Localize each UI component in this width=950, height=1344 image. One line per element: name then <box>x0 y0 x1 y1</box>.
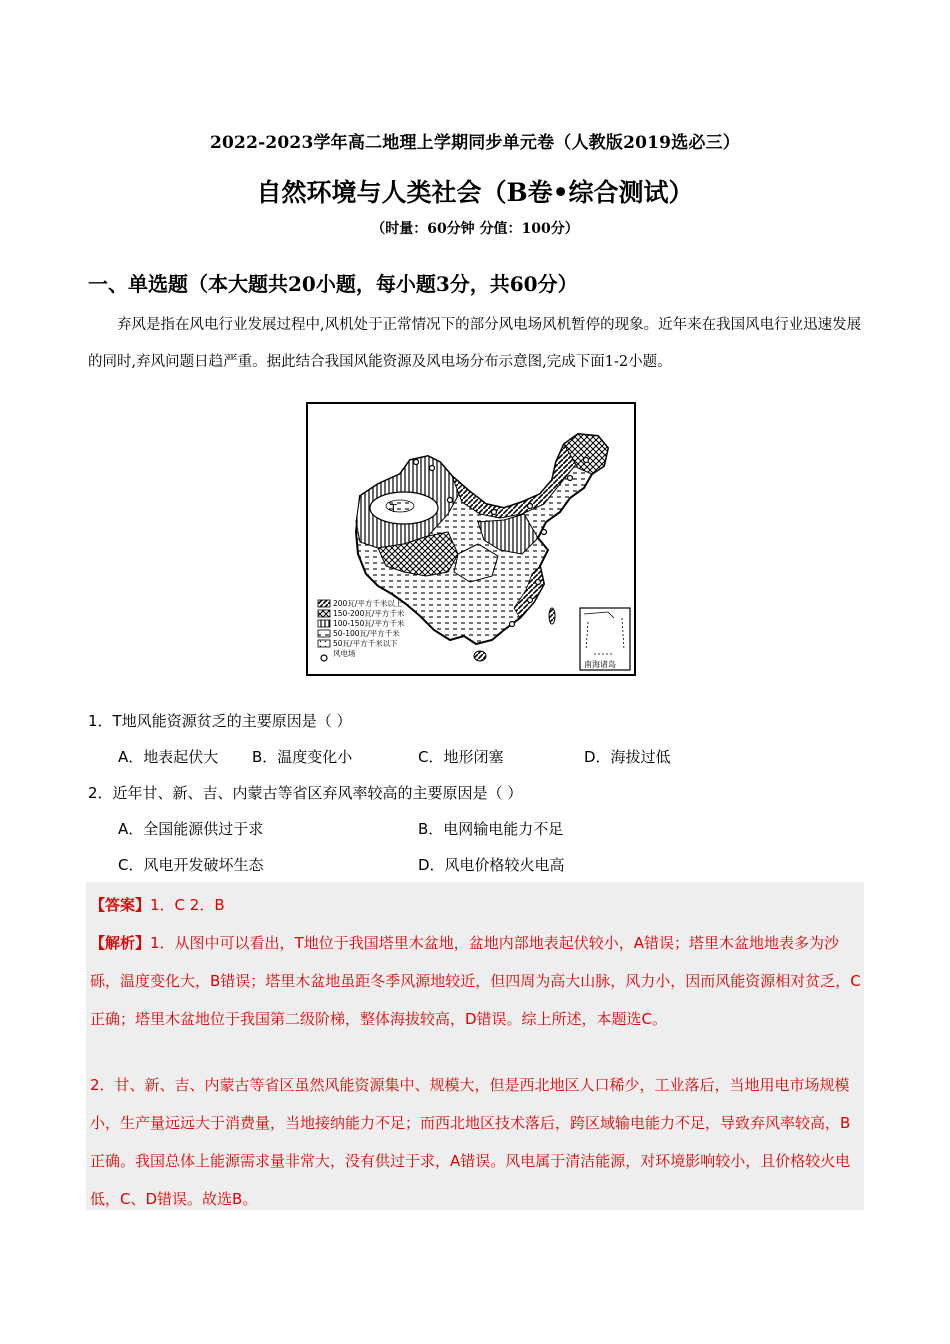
paper-title: 2022-2023学年高二地理上学期同步单元卷（人教版2019选必三） <box>210 133 740 153</box>
section-heading: 一、单选题（本大题共20小题，每小题3分，共60分） <box>88 272 578 296</box>
legend-label: 200瓦/平方千米以上 <box>333 599 403 608</box>
exam-info: （时量：60分钟 分值：100分） <box>371 221 579 237</box>
question-2-option-b[interactable]: B．电网输电能力不足 <box>418 820 564 838</box>
question-1-option-d[interactable]: D．海拔过低 <box>584 748 671 766</box>
legend-label: 50-100瓦/平方千米 <box>333 629 400 638</box>
question-2-stem: 2．近年甘、新、吉、内蒙古等省区弃风率较高的主要原因是（ ） <box>88 784 523 802</box>
question-1-option-a[interactable]: A．地表起伏大 <box>118 748 219 766</box>
answer-label: 【答案】 <box>90 896 151 914</box>
question-2-option-c[interactable]: C．风电开发破坏生态 <box>118 856 264 874</box>
legend-label: 风电场 <box>333 649 356 658</box>
question-1-stem: 1．T地风能资源贫乏的主要原因是（ ） <box>88 712 352 730</box>
answer-text: 1．C 2．B <box>150 896 225 914</box>
question-1-option-c[interactable]: C．地形闭塞 <box>418 748 504 766</box>
map-drawing <box>308 404 634 674</box>
answer-line <box>90 886 862 924</box>
t-label: T <box>390 502 397 515</box>
inset-label: 南海诸岛 <box>584 660 616 669</box>
question-2-option-a[interactable]: A．全国能源供过于求 <box>118 820 264 838</box>
analysis-1-text: 1．从图中可以看出，T地位于我国塔里木盆地，盆地内部地表起伏较小，A错误；塔里木盆地地表多为沙砾，温度变化大，B错误；塔里木盆地虽距冬季风源地较近，但四周为高大山脉，风力小，因而风能资源相对贫乏，C正确；塔里木盆地位于我国第二级阶梯，整体海拔较高，D错误。综上所述，本题选C。 <box>90 934 861 1028</box>
question-1-option-b[interactable]: B．温度变化小 <box>252 748 353 766</box>
map-legend <box>318 598 405 661</box>
legend-label: 50瓦/平方千米以下 <box>333 639 398 648</box>
unit-title: 自然环境与人类社会（B卷•综合测试） <box>256 178 694 207</box>
legend-label: 100-150瓦/平方千米 <box>333 619 405 628</box>
analysis-label: 【解析】 <box>90 934 151 952</box>
legend-label: 150-200瓦/平方千米 <box>333 609 405 618</box>
intro-paragraph: 弃风是指在风电行业发展过程中,风机处于正常情况下的部分风电场风机暂停的现象。近年来在我国风电行业迅速发展的同时,弃风问题日趋严重。据此结合我国风能资源及风电场分布示意图,完成下面1-2小题。 <box>88 317 862 370</box>
wind-resource-map <box>306 402 636 676</box>
analysis-2: 2．甘、新、吉、内蒙古等省区虽然风能资源集中、规模大，但是西北地区人口稀少，工业落后，当地用电市场规模小，生产量远远大于消费量，当地接纳能力不足；而西北地区技术落后，跨区域输电能力不足，导致弃风率较高，B正确。我国总体上能源需求量非常大，没有供过于求，A错误。风电属于清洁能源，对环境影响较小，且价格较火电低，C、D错误。故选B。 <box>90 1076 851 1208</box>
question-2-option-d[interactable]: D．风电价格较火电高 <box>418 856 565 874</box>
south-sea-inset <box>580 608 630 670</box>
analysis-1 <box>90 924 862 1038</box>
